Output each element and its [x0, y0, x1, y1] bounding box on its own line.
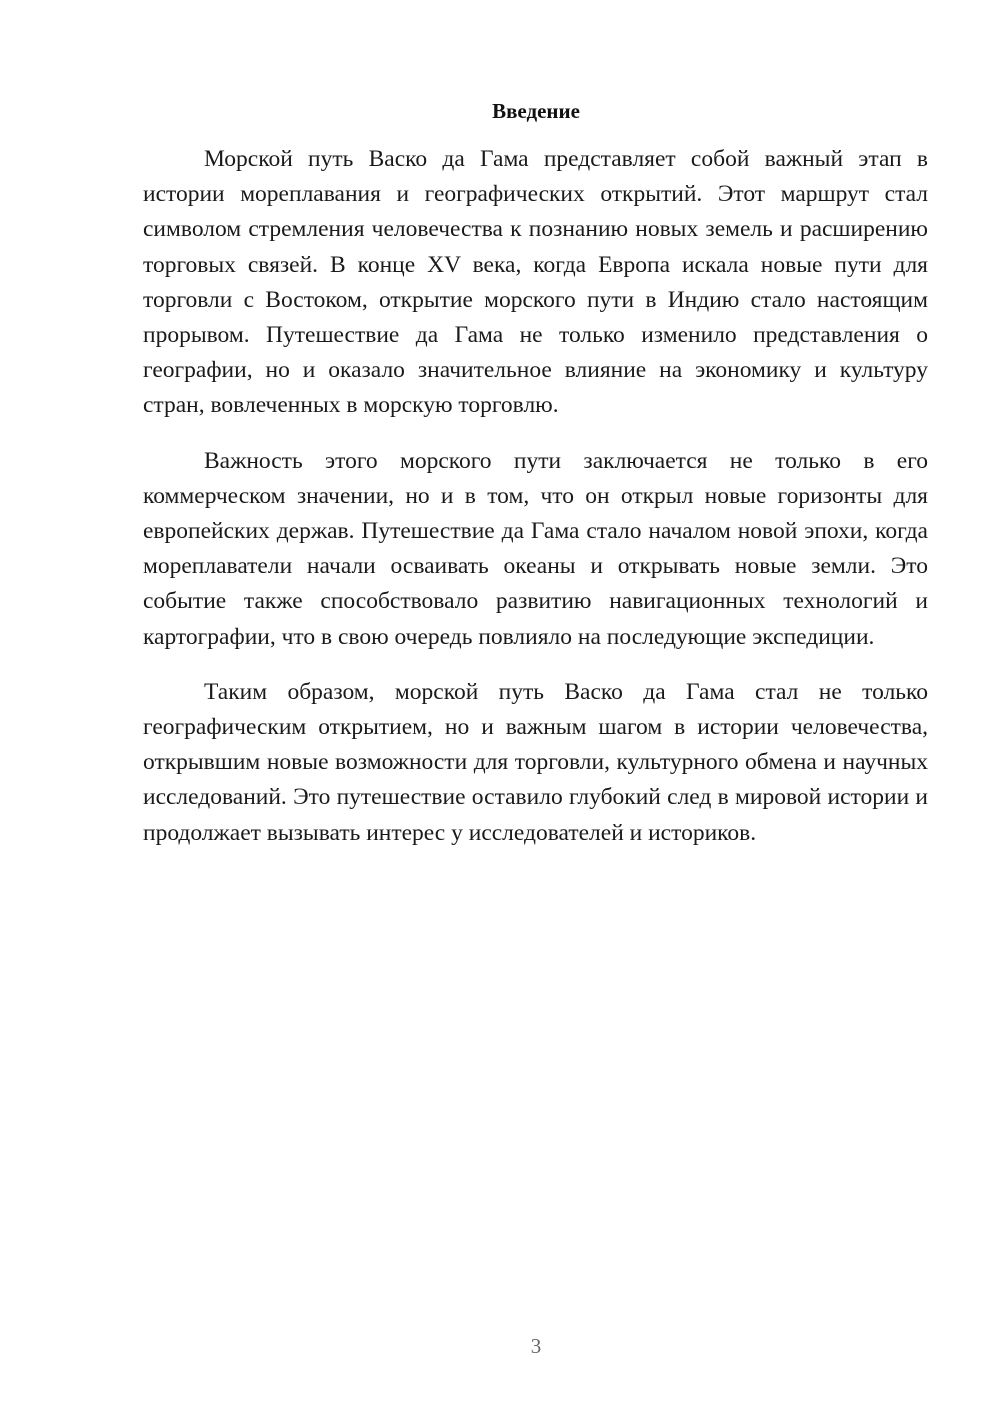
paragraph-3: Таким образом, морской путь Васко да Гама стал не только географическим открытием, но и важным шагом в истории человечества, открывшим новые возможности для торговли, культурного обмена и научных исследований. Это путешествие оставило глубокий след в мировой истории и продолжает вызывать интерес у исследователей и историков. — [143, 678, 928, 846]
page-number: 3 — [530, 1334, 542, 1358]
paragraph-1: Морской путь Васко да Гама представляет собой важный этап в истории мореплавания и географических открытий. Этот маршрут стал символом стремления человечества к познанию новых земель и расширению торговых связей. В конце XV века, когда Европа искала новые пути для торговли с Востоком, открытие морского пути в Индию стало настоящим прорывом. Путешествие да Гама не только изменило представления о географии, но и оказало значительное влияние на экономику и культуру стран, вовлеченных в морскую торговлю. — [143, 146, 928, 419]
section-heading: Введение — [492, 99, 580, 123]
body-text — [143, 142, 928, 851]
paragraph-2: Важность этого морского пути заключается не только в его коммерческом значении, но и в том, что он открыл новые горизонты для европейских держав. Путешествие да Гама стало началом новой эпохи, когда мореплаватели начали осваивать океаны и открывать новые земли. Это событие также способствовало развитию навигационных технологий и картографии, что в свою очередь повлияло на последующие экспедиции. — [143, 447, 928, 650]
